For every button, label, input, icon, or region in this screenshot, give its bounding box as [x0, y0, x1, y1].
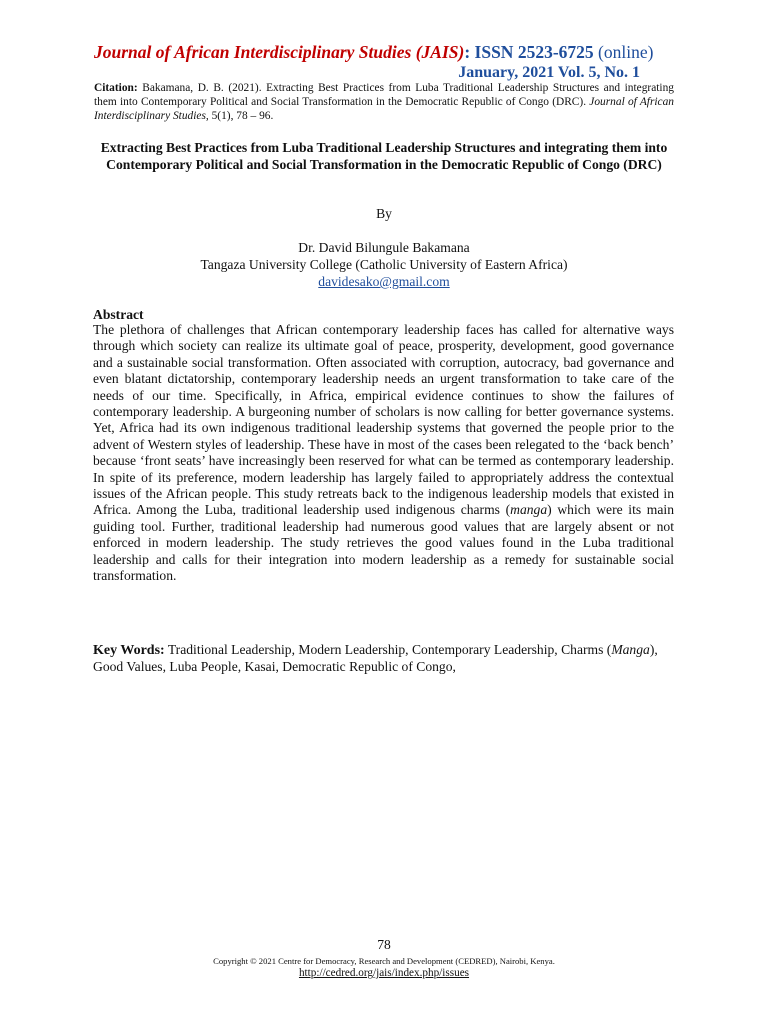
abstract-text-part1: The plethora of challenges that African contemporary leadership faces has called for alternative ways through which society can realize its ultimate goal of peace, prosperity, development, good governance and a sustainable social transformation. Often associated with corruption, autocracy, bad governance and even blatant dictatorship, contemporary leadership needs an urgent transformation to take care of the needs of our time. Specifically, in Africa, empirical evidence continues to show the failures of contemporary leadership. A burgeoning number of scholars is now calling for better governance systems. Yet, Africa had its own indigenous traditional leadership systems that governed the people prior to the advent of Western styles of leadership. These have in most of the cases been relegated to the ‘back bench’ because ‘front seats’ have increasingly been reserved for what can be termed as contemporary leadership. In spite of its preference, modern leadership has largely failed to appropriately address the contextual issues of the African people. This study retreats back to the indigenous leadership models that existed in Africa. Among the Luba, traditional leadership used indigenous charms ( [93, 322, 674, 518]
paper-title: Extracting Best Practices from Luba Traditional Leadership Structures and integrating them into Contemporary Political and Social Transformation in the Democratic Republic of Congo (DRC) [100, 140, 668, 172]
citation [94, 81, 674, 123]
abstract-text-part2: ) which were its main guiding tool. Further, traditional leadership had numerous good values that are largely absent or not enforced in modern leadership. The study retrieves the good values found in the Luba traditional leadership and calls for their integration into modern leadership as a remedy for sustainable social transformation. [93, 502, 674, 584]
author-email-link[interactable]: davidesako@gmail.com [318, 274, 450, 289]
abstract-italic-term: manga [510, 502, 548, 518]
citation-volume: 5(1), 78 – 96. [211, 110, 274, 122]
abstract-heading: Abstract [93, 307, 144, 322]
author-block [0, 239, 768, 290]
keywords [93, 642, 674, 676]
byline: By [376, 206, 392, 221]
author-name: Dr. David Bilungule Bakamana [298, 240, 470, 255]
citation-text: Bakamana, D. B. (2021). Extracting Best Practices from Luba Traditional Leadership Structures and integrating them into Contemporary Political and Social Transformation in the Democratic Republic of Congo (DRC). [94, 82, 674, 108]
keywords-label: Key Words: [93, 643, 165, 658]
author-affiliation: Tangaza University College (Catholic University of Eastern Africa) [200, 257, 568, 272]
journal-name: Journal of African Interdisciplinary Studies (JAIS) [94, 42, 465, 62]
footer-link[interactable]: http://cedred.org/jais/index.php/issues [298, 967, 470, 979]
issue-info: January, 2021 Vol. 5, No. 1 [458, 64, 640, 81]
copyright-notice: Copyright © 2021 Centre for Democracy, Research and Development (CEDRED), Nairobi, Kenya. [213, 956, 555, 966]
header-separator: : [464, 42, 471, 62]
page-number: 78 [377, 937, 391, 952]
keywords-part2: ), Good Values, Luba People, Kasai, Democratic Republic of Congo, [93, 642, 658, 675]
citation-label: Citation: [94, 82, 138, 94]
citation-journal: Journal of African Interdisciplinary Studies, [94, 96, 674, 122]
keywords-part1: Traditional Leadership, Modern Leadership, Contemporary Leadership, Charms ( [167, 642, 612, 657]
keywords-italic-term: Manga [611, 642, 650, 657]
issn-suffix: (online) [598, 42, 654, 62]
issn: ISSN 2523-6725 [474, 42, 594, 62]
abstract-body [93, 322, 674, 585]
journal-header [94, 42, 694, 63]
